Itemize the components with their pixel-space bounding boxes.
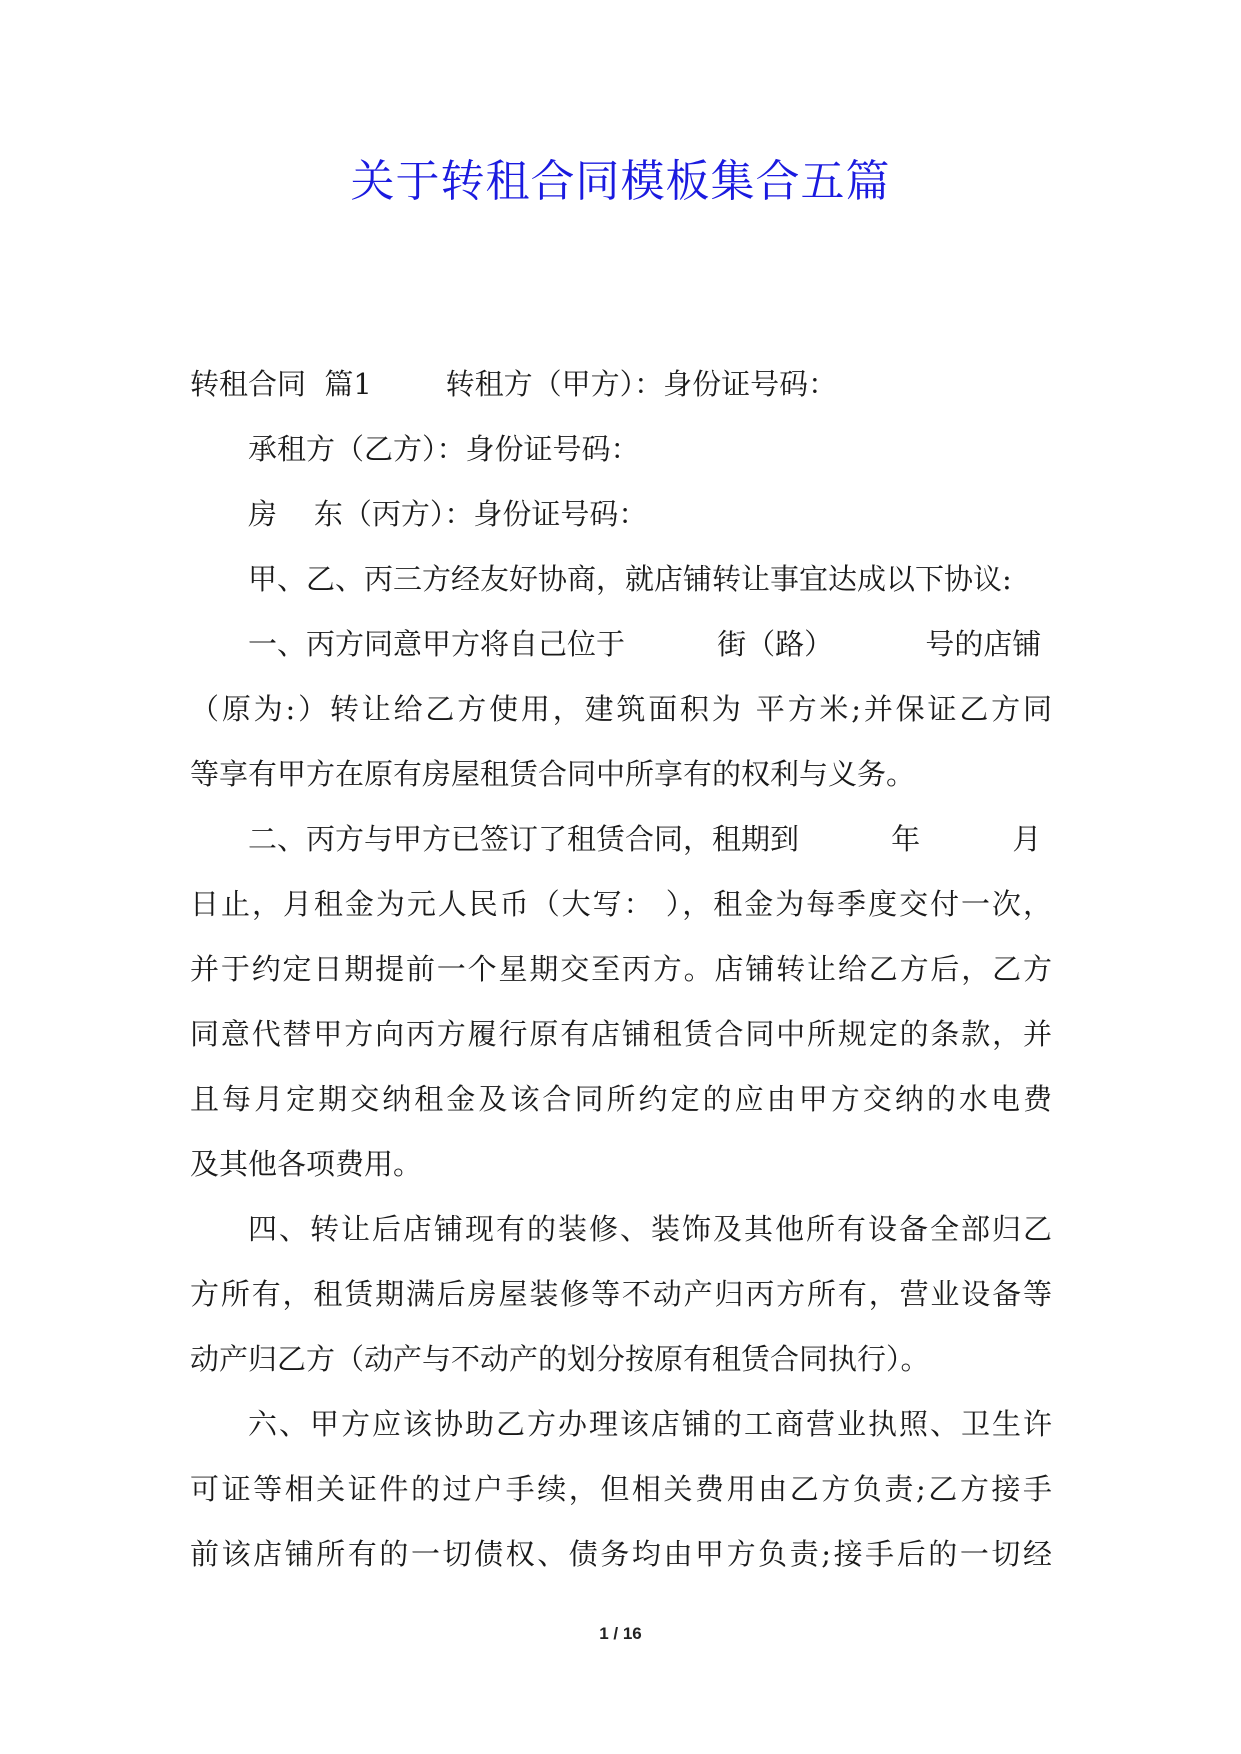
page-number: 1 / 16: [599, 1624, 642, 1643]
agreement-intro-line: 甲、乙、丙三方经友好协商，就店铺转让事宜达成以下协议:: [248, 562, 1012, 596]
clause-2-line-6: 及其他各项费用。: [190, 1147, 423, 1181]
clause-2-line-1: 二、丙方与甲方已签订了租赁合同，租期到 年 月: [248, 822, 1042, 856]
clause-6-line-2: 可证等相关证件的过户手续，但相关费用由乙方负责;乙方接手: [190, 1472, 1052, 1506]
clause-6-line-3: 前该店铺所有的一切债权、债务均由甲方负责;接手后的一切经: [190, 1537, 1052, 1571]
clause-2-line-4: 同意代替甲方向丙方履行原有店铺租赁合同中所规定的条款，并: [190, 1017, 1052, 1051]
clause-4-line-3: 动产归乙方（动产与不动产的划分按原有租赁合同执行）。: [190, 1342, 930, 1376]
contract-heading-line: 转租合同 篇1 转租方（甲方）：身份证号码：: [190, 367, 838, 401]
clause-4-line-2: 方所有，租赁期满后房屋装修等不动产归丙方所有，营业设备等: [190, 1277, 1052, 1311]
clause-2-line-3: 并于约定日期提前一个星期交至丙方。店铺转让给乙方后，乙方: [190, 952, 1052, 986]
clause-1-line-2: （原为:）转让给乙方使用，建筑面积为 平方米;并保证乙方同: [190, 692, 1052, 726]
document-body: [190, 352, 1052, 1587]
clause-4-line-1: 四、转让后店铺现有的装修、装饰及其他所有设备全部归乙: [248, 1212, 1052, 1246]
document-title: 关于转租合同模板集合五篇: [350, 156, 891, 207]
clause-1-line-1: 一、丙方同意甲方将自己位于 街（路） 号的店铺: [248, 627, 1042, 661]
clause-2-line-5: 且每月定期交纳租金及该合同所约定的应由甲方交纳的水电费: [190, 1082, 1052, 1116]
clause-2-line-2: 日止，月租金为元人民币（大写： ），租金为每季度交付一次，: [190, 887, 1052, 921]
clause-6-line-1: 六、甲方应该协助乙方办理该店铺的工商营业执照、卫生许: [248, 1407, 1052, 1441]
landlord-line: 房 东（丙方）：身份证号码：: [248, 497, 648, 531]
clause-1-line-3: 等享有甲方在原有房屋租赁合同中所享有的权利与义务。: [190, 757, 916, 791]
lessee-line: 承租方（乙方）：身份证号码：: [248, 432, 640, 466]
